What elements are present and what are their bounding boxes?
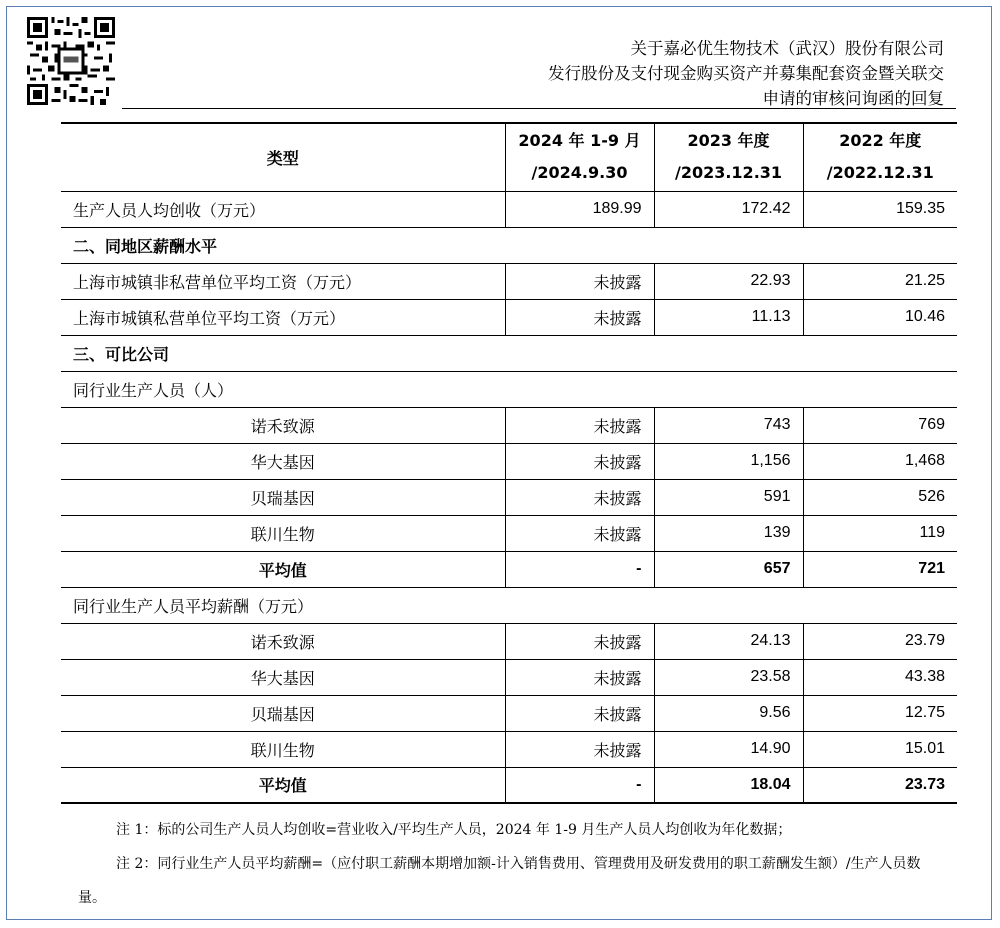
group-row — [61, 587, 957, 623]
col-header-2022-line2: /2022.12.31 — [826, 163, 934, 183]
col-header-2022-line1: 2022 年度 — [839, 131, 922, 151]
table-row — [61, 191, 957, 227]
cell-2024: - — [505, 551, 654, 587]
company-name: 华大基因 — [61, 659, 505, 695]
cell-2024: - — [505, 767, 654, 803]
cell-2022: 159.35 — [803, 191, 957, 227]
average-label: 平均值 — [61, 551, 505, 587]
cell-2024: 未披露 — [505, 407, 654, 443]
table-row — [61, 299, 957, 335]
table-row — [61, 479, 957, 515]
average-row — [61, 551, 957, 587]
col-header-2023-line1: 2023 年度 — [687, 131, 770, 151]
section-row — [61, 227, 957, 263]
qr-code-icon — [27, 17, 115, 105]
col-header-2022 — [803, 123, 957, 191]
header-line-3: 申请的审核问询函的回复 — [762, 89, 944, 108]
cell-2022: 769 — [803, 407, 957, 443]
cell-2023: 9.56 — [654, 695, 803, 731]
cell-2022: 21.25 — [803, 263, 957, 299]
average-row — [61, 767, 957, 803]
section-heading: 三、可比公司 — [61, 335, 957, 371]
cell-2023: 743 — [654, 407, 803, 443]
company-name: 贝瑞基因 — [61, 479, 505, 515]
row-label: 上海市城镇非私营单位平均工资（万元） — [61, 263, 505, 299]
group-row — [61, 371, 957, 407]
cell-2024: 未披露 — [505, 299, 654, 335]
cell-2022: 15.01 — [803, 731, 957, 767]
cell-2023: 18.04 — [654, 767, 803, 803]
cell-2024: 189.99 — [505, 191, 654, 227]
company-name: 联川生物 — [61, 515, 505, 551]
cell-2023: 657 — [654, 551, 803, 587]
col-header-2024-line1: 2024 年 1-9 月 — [518, 131, 641, 151]
section-heading: 二、同地区薪酬水平 — [61, 227, 957, 263]
average-label: 平均值 — [61, 767, 505, 803]
cell-2023: 23.58 — [654, 659, 803, 695]
table-row — [61, 263, 957, 299]
cell-2022: 526 — [803, 479, 957, 515]
cell-2024: 未披露 — [505, 443, 654, 479]
cell-2022: 1,468 — [803, 443, 957, 479]
table-row — [61, 731, 957, 767]
col-header-2023 — [654, 123, 803, 191]
cell-2023: 1,156 — [654, 443, 803, 479]
section-row — [61, 335, 957, 371]
cell-2024: 未披露 — [505, 479, 654, 515]
document-header — [548, 36, 944, 111]
col-header-2024 — [505, 123, 654, 191]
col-header-type: 类型 — [61, 123, 505, 191]
cell-2024: 未披露 — [505, 623, 654, 659]
cell-2023: 11.13 — [654, 299, 803, 335]
cell-2022: 10.46 — [803, 299, 957, 335]
table-row — [61, 695, 957, 731]
cell-2022: 12.75 — [803, 695, 957, 731]
col-header-2024-line2: /2024.9.30 — [531, 163, 628, 183]
company-name: 诺禾致源 — [61, 623, 505, 659]
row-label: 上海市城镇私营单位平均工资（万元） — [61, 299, 505, 335]
cell-2024: 未披露 — [505, 515, 654, 551]
table-row — [61, 515, 957, 551]
cell-2022: 43.38 — [803, 659, 957, 695]
cell-2022: 23.79 — [803, 623, 957, 659]
cell-2023: 22.93 — [654, 263, 803, 299]
table-row — [61, 407, 957, 443]
table-notes — [78, 813, 948, 915]
company-name: 华大基因 — [61, 443, 505, 479]
cell-2024: 未披露 — [505, 263, 654, 299]
cell-2023: 24.13 — [654, 623, 803, 659]
salary-comparison-table — [61, 122, 957, 804]
cell-2023: 14.90 — [654, 731, 803, 767]
col-header-2023-line2: /2023.12.31 — [674, 163, 783, 183]
cell-2024: 未披露 — [505, 659, 654, 695]
header-line-2: 发行股份及支付现金购买资产并募集配套资金暨关联交 — [548, 64, 944, 83]
cell-2024: 未披露 — [505, 695, 654, 731]
cell-2022: 721 — [803, 551, 957, 587]
cell-2023: 139 — [654, 515, 803, 551]
note-1: 注 1：标的公司生产人员人均创收=营业收入/平均生产人员，2024 年 1-9 月生产人员人均创收为年化数据； — [116, 822, 792, 838]
cell-2024: 未披露 — [505, 731, 654, 767]
table-row — [61, 623, 957, 659]
company-name: 诺禾致源 — [61, 407, 505, 443]
header-divider — [122, 108, 956, 109]
table-row — [61, 659, 957, 695]
cell-2022: 23.73 — [803, 767, 957, 803]
group-heading: 同行业生产人员（人） — [61, 371, 957, 407]
cell-2023: 172.42 — [654, 191, 803, 227]
note-2: 注 2：同行业生产人员平均薪酬=（应付职工薪酬本期增加额-计入销售费用、管理费用及研发费用的职工薪酬发生额）/生产人员数量。 — [78, 856, 921, 906]
company-name: 贝瑞基因 — [61, 695, 505, 731]
header-line-1: 关于嘉必优生物技术（武汉）股份有限公司 — [630, 39, 944, 58]
group-heading: 同行业生产人员平均薪酬（万元） — [61, 587, 957, 623]
company-name: 联川生物 — [61, 731, 505, 767]
table-row — [61, 443, 957, 479]
cell-2022: 119 — [803, 515, 957, 551]
row-label: 生产人员人均创收（万元） — [61, 191, 505, 227]
cell-2023: 591 — [654, 479, 803, 515]
table-header-row — [61, 123, 957, 191]
